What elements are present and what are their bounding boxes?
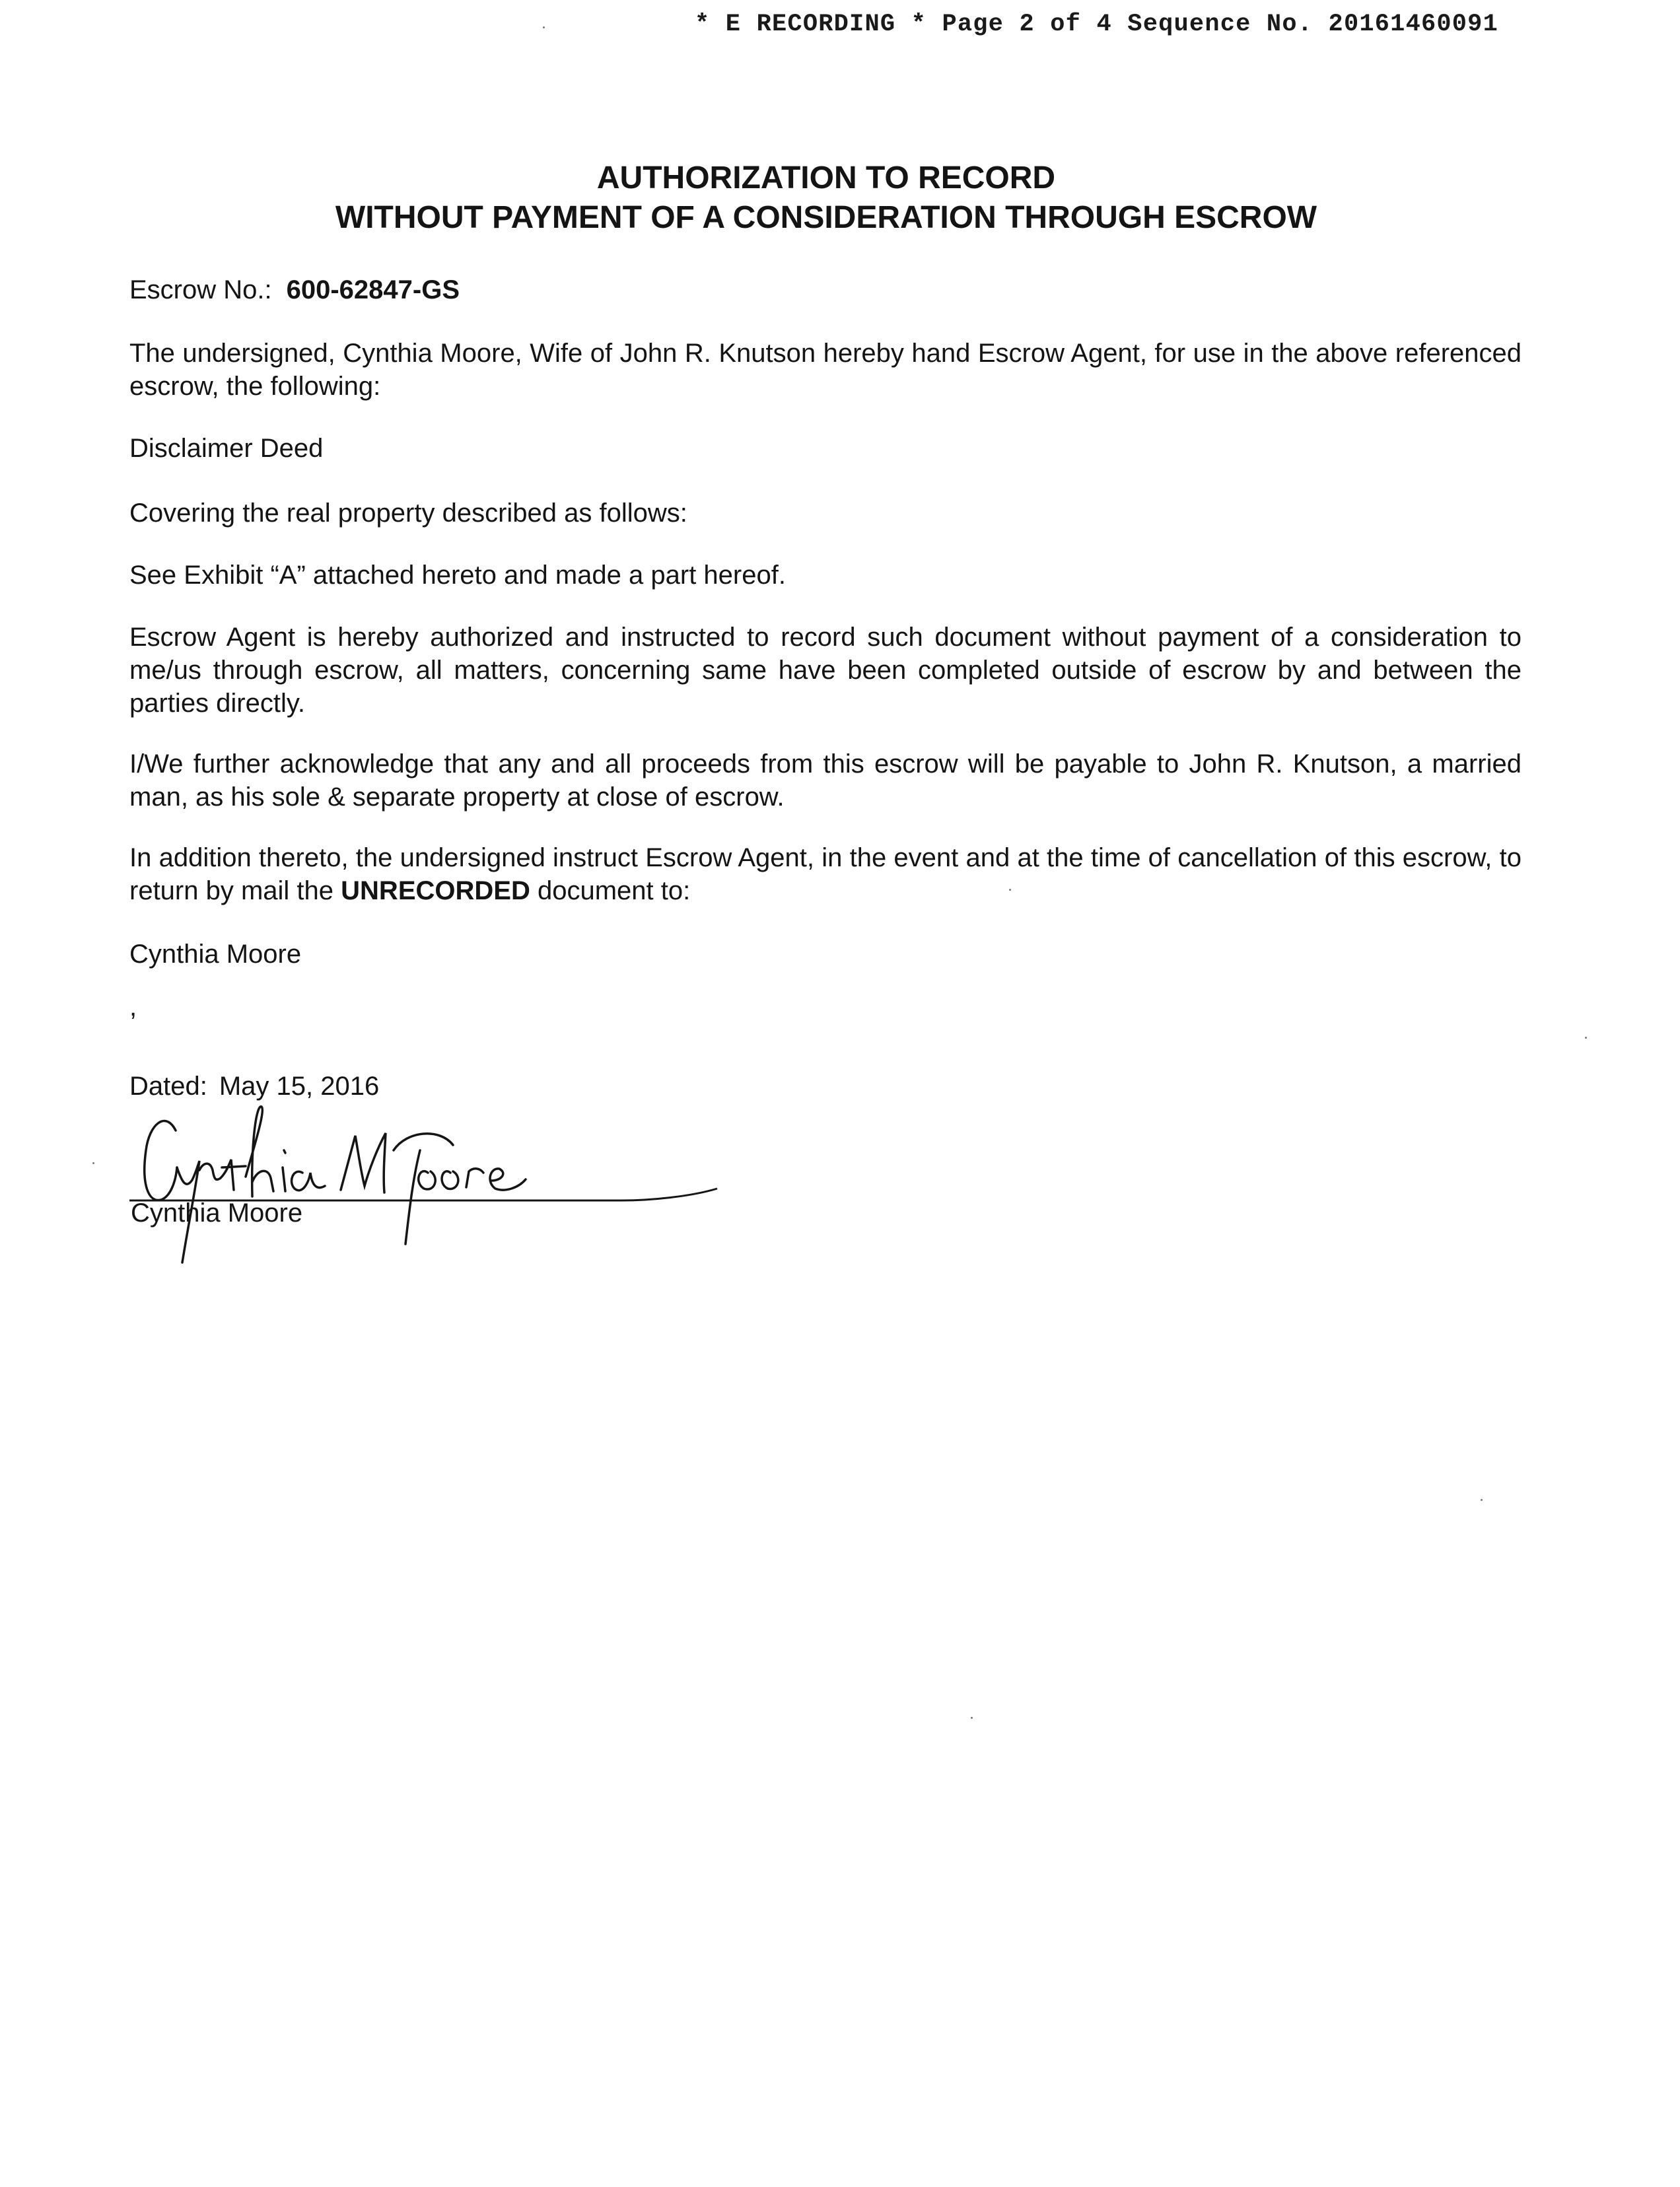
cancellation-paragraph (129, 841, 1522, 907)
signature-stroke-ia (283, 1150, 325, 1191)
signer-printed-name: Cynthia Moore (131, 1198, 303, 1228)
escrow-number-row (129, 273, 1522, 306)
scan-speck (1481, 1499, 1483, 1501)
authorization-paragraph: Escrow Agent is hereby authorized and instructed to record such document without payment of a consideration to me/us through escrow, all matters, concerning same have been completed outside of escrow by and between the parties directly. (129, 623, 1522, 718)
signature-line (129, 1189, 717, 1200)
signature-stroke-m (341, 1133, 386, 1193)
document-title (129, 158, 1523, 238)
scan-speck (92, 1162, 94, 1164)
signature-stroke-m-tail (405, 1150, 420, 1244)
signature-stroke-y (177, 1161, 199, 1263)
stray-comma-mark: , (129, 992, 137, 1022)
signature-stroke-h (246, 1107, 273, 1197)
cancellation-text-end: document to: (537, 876, 691, 905)
scan-speck (1009, 889, 1011, 891)
cancellation-text-start: In addition thereto, the undersigned instruct Escrow Agent, in the event and at the time of cancellation of this escrow, to return by mail the (129, 843, 1522, 905)
scan-speck (543, 26, 545, 28)
dated-value: May 15, 2016 (219, 1072, 380, 1101)
recording-header: * E RECORDING * Page 2 of 4 Sequence No. 20161460091 (695, 11, 1498, 38)
handwritten-signature (129, 1104, 724, 1276)
signature-stroke-c (145, 1121, 177, 1200)
return-name: Cynthia Moore (129, 940, 302, 969)
title-line-1: AUTHORIZATION TO RECORD (596, 160, 1056, 195)
scan-speck (971, 1717, 973, 1719)
scan-speck (1585, 1037, 1587, 1039)
undersigned-paragraph: The undersigned, Cynthia Moore, Wife of John R. Knutson hereby hand Escrow Agent, for use in the above referenced escrow, the following: (129, 339, 1522, 401)
covering-paragraph: Covering the real property described as follows: (129, 499, 687, 528)
escrow-number-label: Escrow No.: (129, 275, 272, 304)
exhibit-paragraph: See Exhibit “A” attached hereto and made a part hereof. (129, 561, 786, 590)
dated-row (129, 1070, 1522, 1103)
signature-stroke-nt (199, 1160, 246, 1190)
title-line-2: WITHOUT PAYMENT OF A CONSIDERATION THROUGH ESCROW (335, 200, 1317, 235)
dated-label: Dated: (129, 1072, 207, 1101)
document-type: Disclaimer Deed (129, 434, 324, 463)
unrecorded-emphasis: UNRECORDED (341, 876, 530, 905)
acknowledgement-paragraph: I/We further acknowledge that any and all proceeds from this escrow will be payable to John R. Knutson, a married man, as his sole & separate property at close of escrow. (129, 749, 1522, 812)
escrow-number-value: 600-62847-GS (286, 275, 460, 304)
